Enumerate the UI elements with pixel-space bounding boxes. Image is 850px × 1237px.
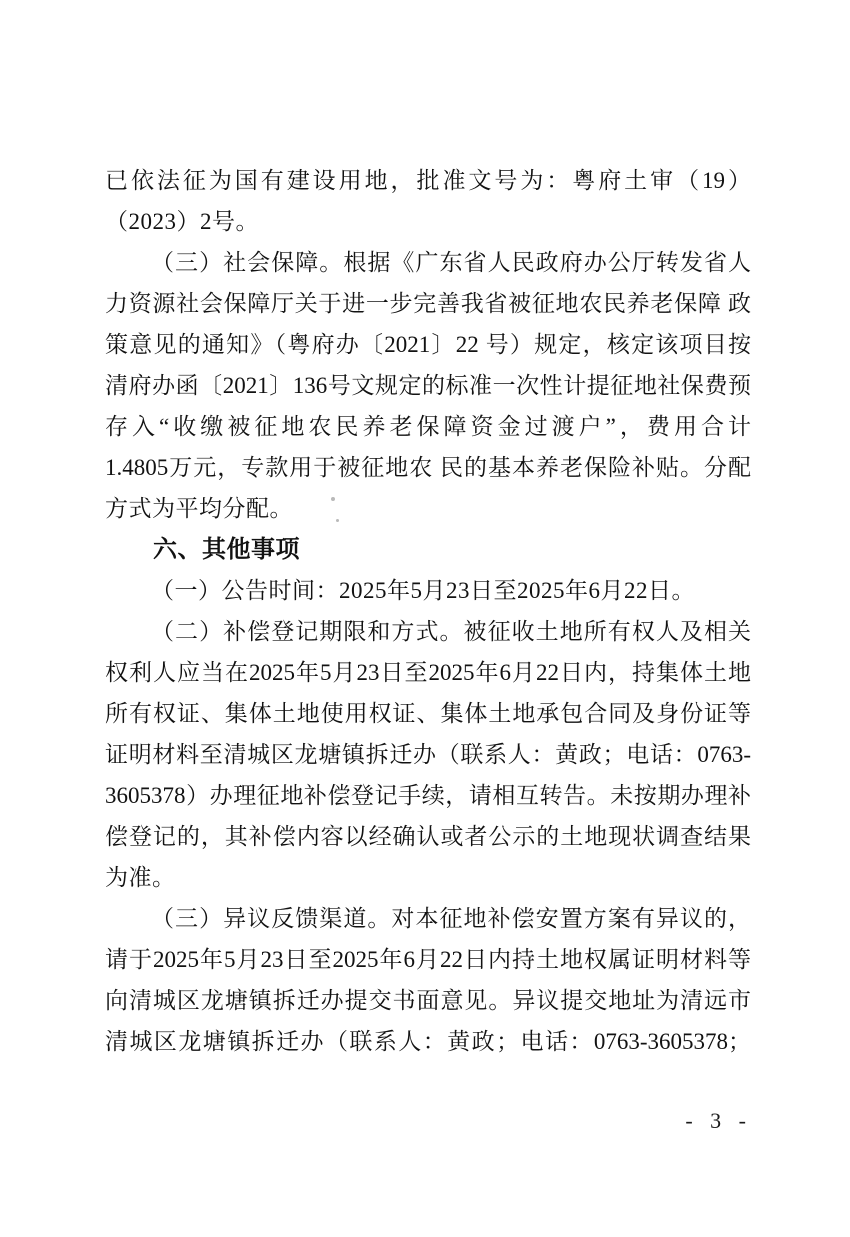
text-line: （三）异议反馈渠道。对本征地补偿安置方案有异议的， — [151, 906, 751, 931]
text-line: 请于2025年5月23日至2025年6月22日内持土地权属证明材料等 — [105, 947, 751, 972]
text-line: 所有权证、集体土地使用权证、集体土地承包合同及身份证等 — [105, 701, 751, 726]
text-line: 清府办函〔2021〕136号文规定的标准一次性计提征地社保费预 — [105, 373, 751, 398]
section-heading: 六、其他事项 — [153, 536, 300, 563]
document-body — [105, 160, 751, 1062]
text-line: 方式为平均分配。 — [105, 496, 293, 521]
text-line: 存入“收缴被征地农民养老保障资金过渡户”，费用合计 — [105, 414, 751, 439]
page-number: - 3 - — [685, 1108, 752, 1133]
text-line: 已依法征为国有建设用地，批准文号为：粤府土审（19） — [105, 168, 751, 193]
text-line: （2023）2号。 — [105, 209, 259, 234]
text-line: 力资源社会保障厅关于进一步完善我省被征地农民养老保障 政 — [105, 291, 751, 316]
text-line: 策意见的通知》（粤府办〔2021〕22 号）规定，核定该项目按 — [105, 332, 751, 357]
text-line: 1.4805万元，专款用于被征地农 民的基本养老保险补贴。分配 — [105, 455, 751, 480]
scan-speck — [331, 497, 335, 501]
text-line: 偿登记的，其补偿内容以经确认或者公示的土地现状调查结果 — [105, 824, 751, 849]
text-line: 3605378）办理征地补偿登记手续，请相互转告。未按期办理补 — [105, 783, 751, 808]
text-line: 证明材料至清城区龙塘镇拆迁办（联系人：黄政；电话：0763- — [105, 742, 751, 767]
text-line: 向清城区龙塘镇拆迁办提交书面意见。异议提交地址为清远市 — [105, 988, 751, 1013]
text-line: 为准。 — [105, 865, 176, 890]
text-line: （二）补偿登记期限和方式。被征收土地所有权人及相关 — [151, 619, 751, 644]
text-line: 清城区龙塘镇拆迁办（联系人：黄政；电话：0763-3605378； — [105, 1029, 751, 1054]
scan-speck — [336, 519, 339, 522]
text-line: （三）社会保障。根据《广东省人民政府办公厅转发省人 — [151, 250, 751, 275]
text-line: （一）公告时间：2025年5月23日至2025年6月22日。 — [151, 578, 695, 603]
text-line: 权利人应当在2025年5月23日至2025年6月22日内，持集体土地 — [105, 660, 751, 685]
